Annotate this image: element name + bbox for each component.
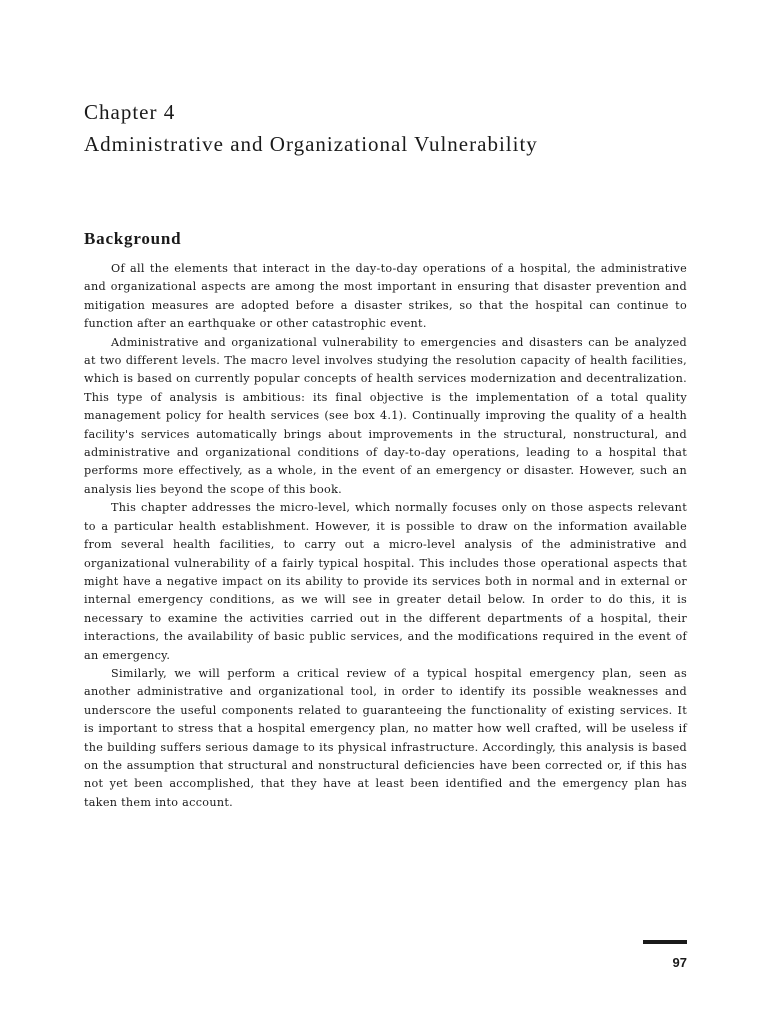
paragraph: This chapter addresses the micro-level, which normally focuses only on those aspects relevant to a particular health establishment. However, it is possible to draw on the information available from several health facilities, to carry out a micro-level analysis of the administrative and organizational vulnerability of a fairly typical hospital. This includes those operational aspects that might have a negative impact on its ability to provide its services both in normal and in external or internal emergency conditions, as we will see in greater detail below. In order to do this, it is necessary to examine the activities carried out in the different departments of a hospital, their interactions, the availability of basic public services, and the modifications required in the event of an emergency. [84, 501, 687, 662]
body-text [84, 260, 687, 812]
chapter-title: Administrative and Organizational Vulnerability [84, 132, 538, 156]
paragraph: Of all the elements that interact in the day-to-day operations of a hospital, the administrative and organizational aspects are among the most important in ensuring that disaster prevention and mitigation measures are adopted before a disaster strikes, so that the hospital can continue to function after an earthquake or other catastrophic event. [84, 262, 687, 331]
paragraph: Similarly, we will perform a critical review of a typical hospital emergency plan, seen as another administrative and organizational tool, in order to identify its possible weaknesses and underscore the useful components related to guaranteeing the functionality of existing services. It is important to stress that a hospital emergency plan, no matter how well crafted, will be useless if the building suffers serious damage to its physical infrastructure. Accordingly, this analysis is based on the assumption that structural and nonstructural deficiencies have been corrected or, if this has not yet been accomplished, that they have at least been identified and the emergency plan has taken them into account. [84, 666, 687, 809]
section-heading: Background [84, 229, 182, 248]
paragraph: Administrative and organizational vulnerability to emergencies and disasters can be analyzed at two different levels. The macro level involves studying the resolution capacity of health facilities, which is based on currently popular concepts of health services modernization and decentralization. This type of analysis is ambitious: its final objective is the implementation of a total quality management policy for health services (see box 4.1). Continually improving the quality of a health facility's services automatically brings about improvements in the structural, nonstructural, and administrative and organizational conditions of day-to-day operations, leading to a hospital that performs more effectively, as a whole, in the event of an emergency or disaster. However, such an analysis lies beyond the scope of this book. [84, 335, 687, 496]
chapter-label: Chapter 4 [84, 100, 176, 124]
page-number: 97 [672, 955, 687, 970]
footer-rule [643, 940, 687, 944]
